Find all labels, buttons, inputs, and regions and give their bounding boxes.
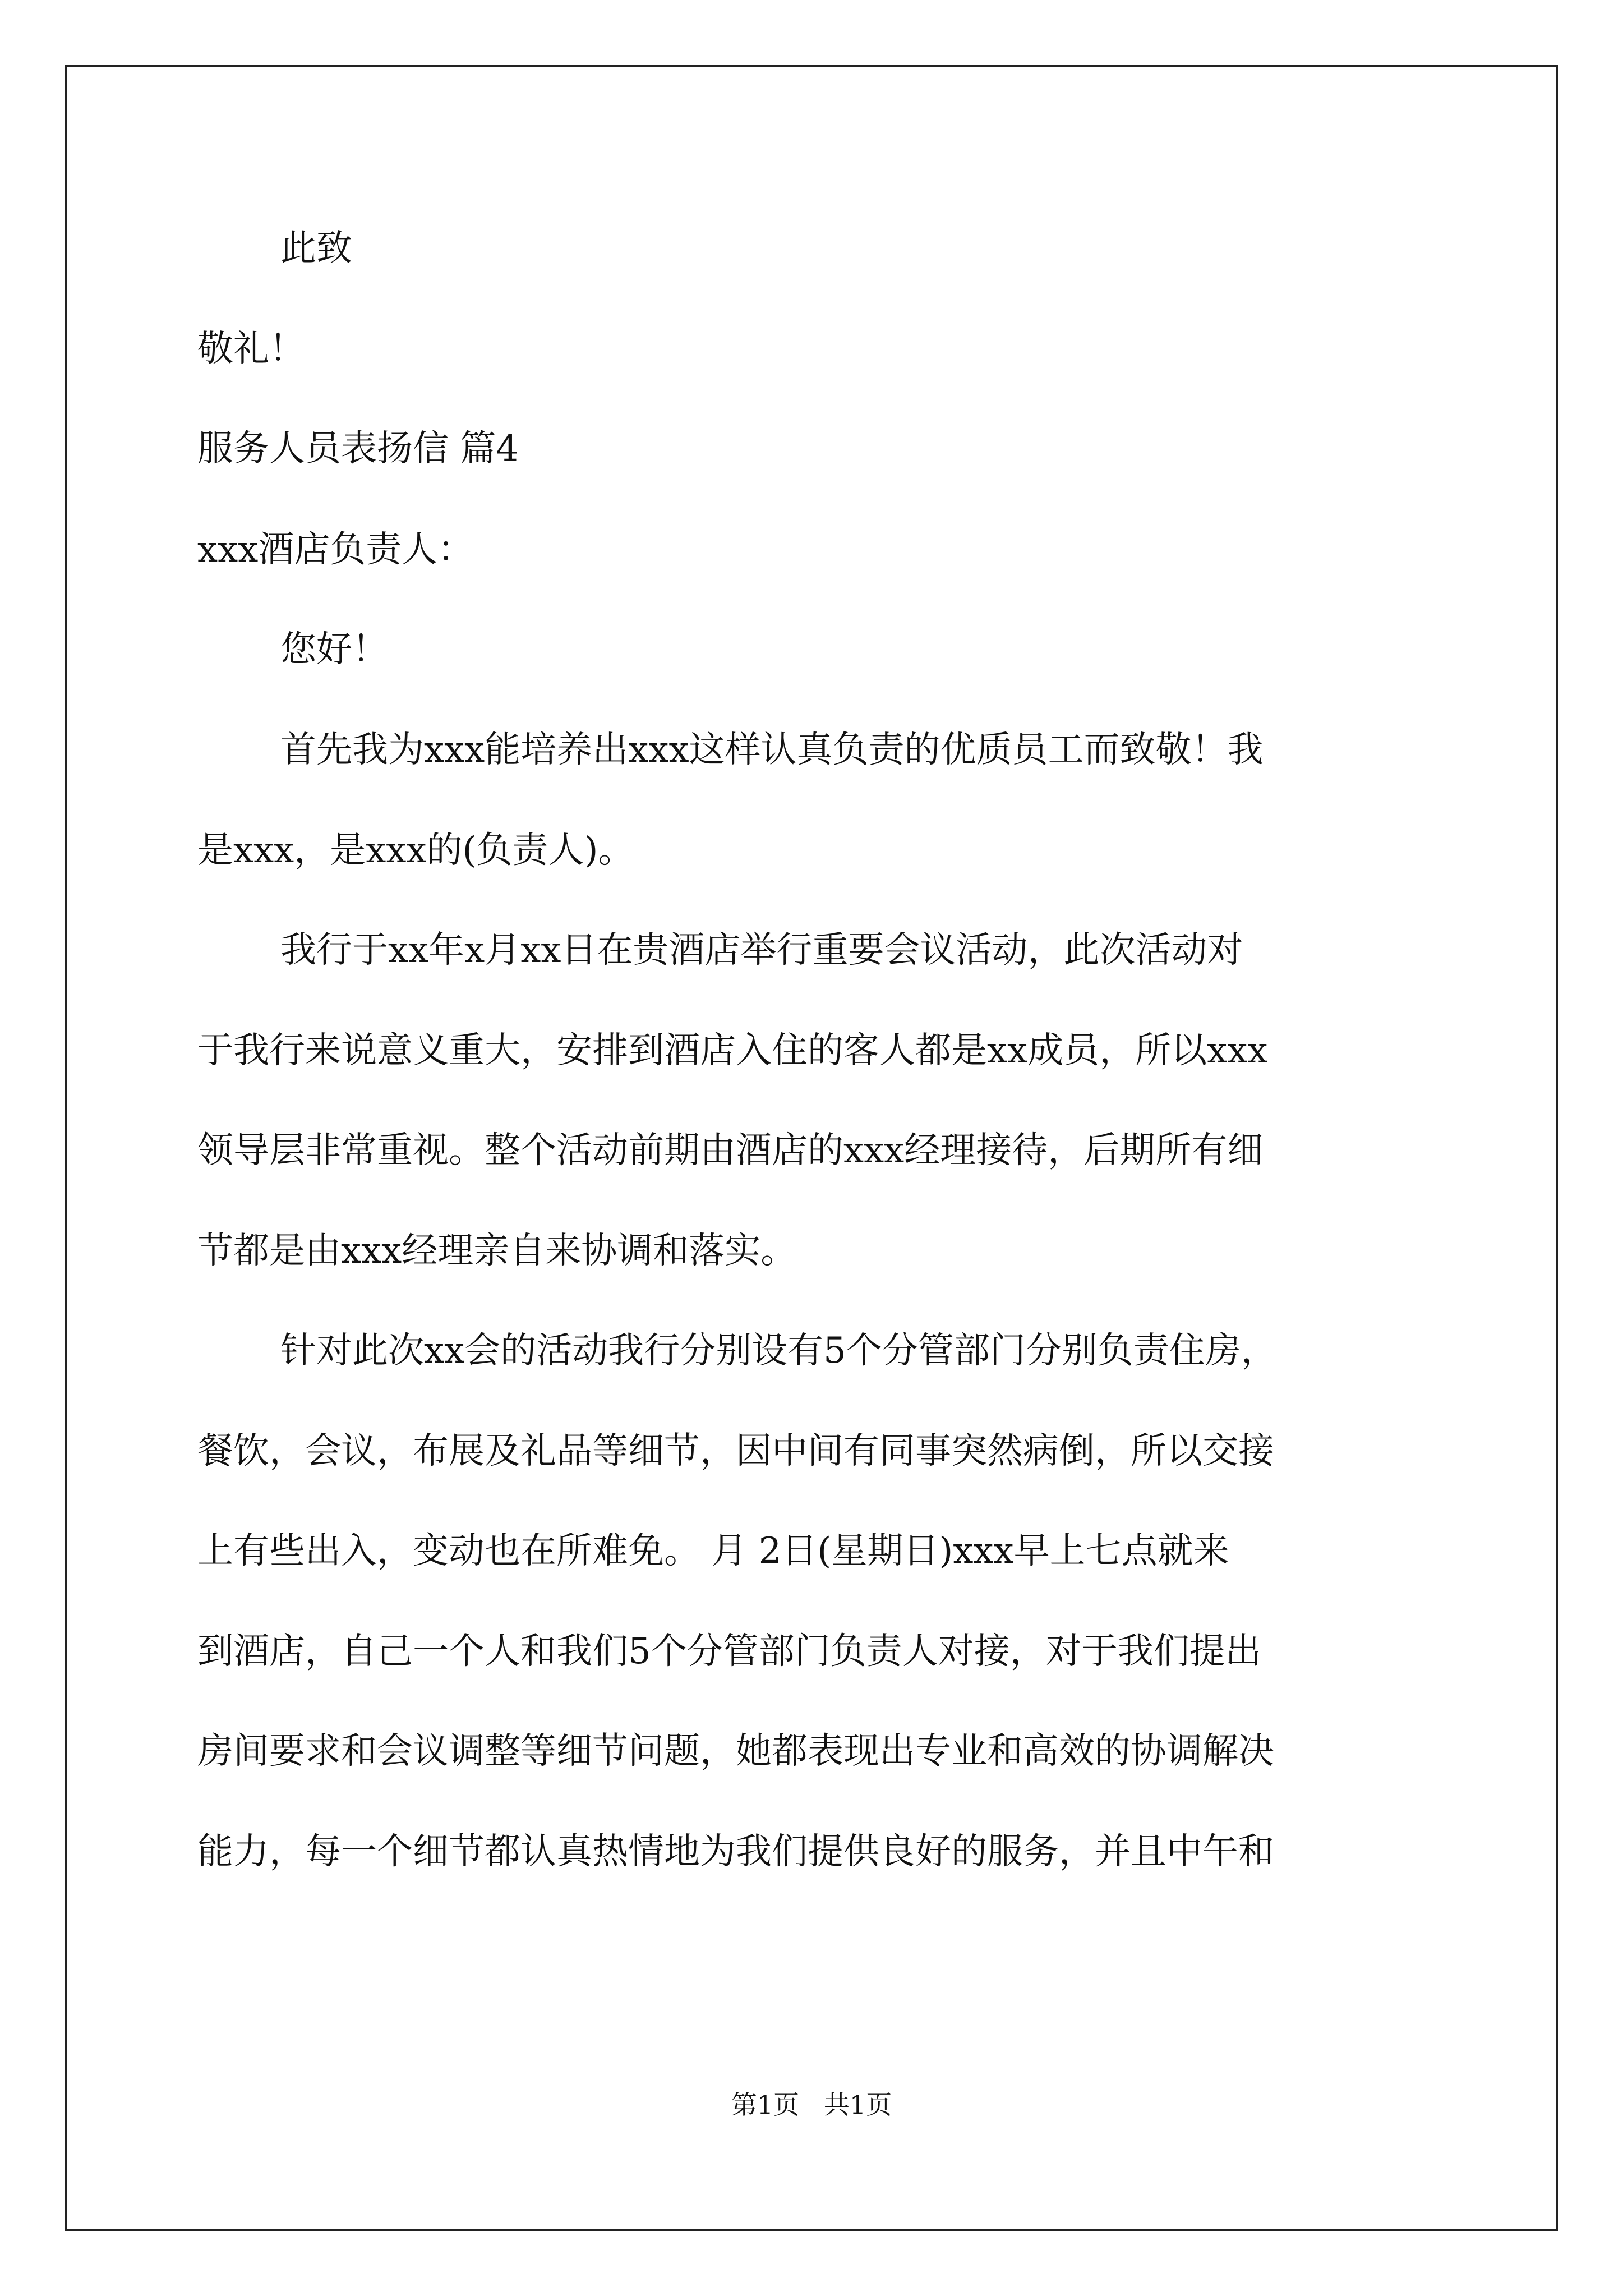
- page-footer: 第1页 共1页: [731, 2090, 892, 2120]
- body-line: 节都是由xxx经理亲自来协调和落实。: [197, 1230, 797, 1272]
- closing-salutation: 此致: [280, 228, 352, 269]
- body-line: 于我行来说意义重大，安排到酒店入住的客人都是xx成员，所以xxx: [197, 1030, 1268, 1071]
- body-line: 领导层非常重视。整个活动前期由酒店的xxx经理接待，后期所有细: [197, 1130, 1264, 1171]
- closing-regards: 敬礼！: [197, 328, 305, 370]
- greeting-line: 您好！: [280, 629, 388, 670]
- body-line: 针对此次xx会的活动我行分别设有5个分管部门分别负责住房，: [280, 1330, 1277, 1372]
- recipient-line: xxx酒店负责人：: [197, 529, 474, 570]
- body-line: 首先我为xxx能培养出xxx这样认真负责的优质员工而致敬！我: [280, 729, 1264, 771]
- body-line: 能力，每一个细节都认真热情地为我们提供良好的服务，并且中午和: [197, 1831, 1274, 1872]
- body-line: 是xxx，是xxx的(负责人)。: [197, 830, 634, 871]
- body-line: 餐饮，会议，布展及礼品等细节，因中间有同事突然病倒，所以交接: [197, 1430, 1274, 1472]
- body-line: 到酒店，自己一个人和我们5个分管部门负责人对接，对于我们提出: [197, 1631, 1261, 1672]
- body-line: 上有些出入，变动也在所难免。 月 2日(星期日)xxx早上七点就来: [197, 1530, 1229, 1572]
- body-line: 房间要求和会议调整等细节问题，她都表现出专业和高效的协调解决: [197, 1731, 1274, 1772]
- body-line: 我行于xx年x月xx日在贵酒店举行重要会议活动，此次活动对: [280, 930, 1243, 971]
- section-title: 服务人员表扬信 篇4: [197, 428, 519, 470]
